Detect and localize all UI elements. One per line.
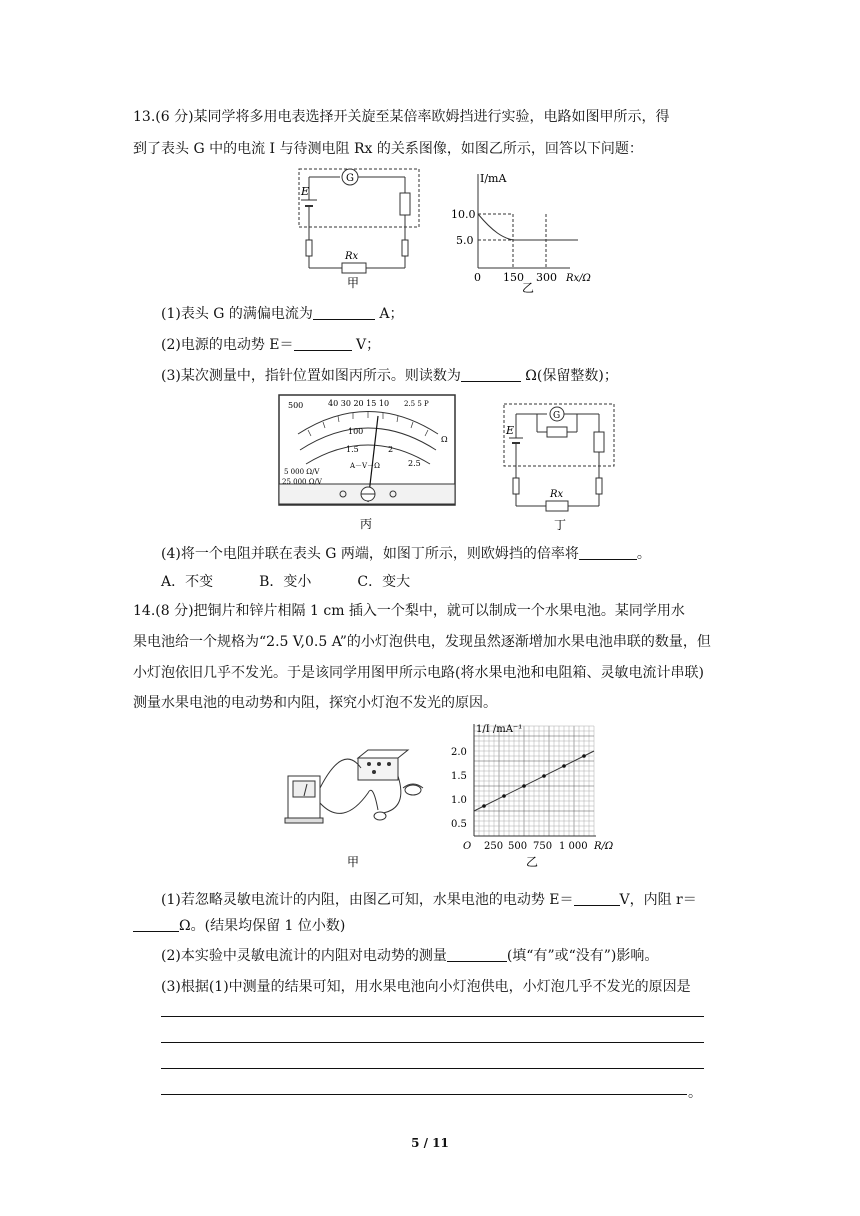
yi-xlabel: Rx/Ω	[566, 273, 591, 284]
q14-xtick-250: 250	[484, 841, 504, 852]
q13-options	[161, 571, 410, 591]
q13-line2: 到了表头 G 中的电流 I 与待测电阻 Rx 的关系图像，如图乙所示，回答以下问题：	[133, 141, 643, 157]
svg-text:2: 2	[388, 445, 394, 454]
yi-xtick-150: 150	[503, 271, 524, 284]
bing-scale-top: 40 30 20 15 10	[328, 399, 390, 408]
option-c: C．变大	[357, 574, 411, 590]
q13-part4: (4)将一个电阻并联在表头 G 两端，如图丁所示，则欧姆挡的倍率将 。	[161, 546, 651, 562]
q14-part3: (3)根据(1)中测量的结果可知，用水果电池向小灯泡供电，小灯泡几乎不发光的原因是	[161, 979, 691, 995]
q14-ylabel: 1/I /mA⁻¹	[476, 724, 523, 735]
q14-part1b: Ω。(结果均保留 1 位小数)	[133, 915, 345, 935]
answer-line	[161, 1068, 704, 1069]
data-point	[582, 754, 586, 758]
answer-line	[161, 1042, 704, 1043]
end-mark: 。	[688, 1085, 702, 1101]
bing-spec1: 5 000 Ω/V	[284, 468, 320, 476]
q14-xtick-1000: 1 000	[559, 841, 588, 852]
answer-line	[161, 1094, 687, 1095]
svg-text:100: 100	[348, 427, 364, 436]
data-point	[482, 804, 486, 808]
jia-Rx-label: Rx	[345, 251, 359, 262]
q14-graph-yi	[446, 718, 621, 878]
yi-xtick-300: 300	[536, 271, 557, 284]
answer-blank	[461, 367, 521, 382]
q14-yi-caption: 乙	[526, 855, 539, 869]
q13-circuit-ding	[502, 402, 622, 534]
svg-text:1.5: 1.5	[346, 445, 359, 454]
bing-caption: 丙	[360, 517, 373, 531]
q14-part2: (2)本实验中灵敏电流计的内阻对电动势的测量 (填“有”或“没有”)影响。	[161, 948, 659, 964]
yi-ytick-5: 5.0	[456, 234, 474, 247]
data-point	[562, 764, 566, 768]
bing-scale-right: 2.5 5 P	[404, 400, 429, 408]
q13-part1: (1)表头 G 的满偏电流为 A；	[161, 306, 404, 322]
yi-ytick-10: 10.0	[451, 208, 476, 221]
data-point	[542, 774, 546, 778]
q14-ytick-0.5: 0.5	[451, 819, 467, 830]
answer-blank	[133, 917, 179, 932]
bing-av: A－V－Ω	[350, 462, 380, 470]
bing-ohm: Ω	[441, 435, 448, 444]
q13-line1: 13.(6 分)某同学将多用电表选择开关旋至某倍率欧姆挡进行实验，电路如图甲所示，得	[133, 109, 670, 125]
answer-blank	[579, 545, 637, 560]
q14-ytick-1: 1.0	[451, 795, 467, 806]
q14-ytick-2: 2.0	[451, 747, 467, 758]
q14-line4: 测量水果电池的电动势和内阻，探究小灯泡不发光的原因。	[133, 695, 497, 711]
jia-G-label: G	[346, 173, 354, 184]
jia-E-label: E	[301, 185, 310, 198]
data-point	[522, 784, 526, 788]
answer-blank	[313, 305, 375, 320]
jia-caption: 甲	[347, 276, 360, 290]
answer-blank	[294, 336, 352, 351]
q14-xtick-750: 750	[533, 841, 553, 852]
answer-blank	[447, 947, 507, 962]
ding-caption: 丁	[554, 518, 567, 532]
q13-part2: (2)电源的电动势 E＝ V；	[161, 337, 381, 353]
bing-spec2: 25 000 Ω/V	[282, 478, 322, 486]
q13-graph-yi	[448, 168, 608, 293]
q14-xtick-O: O	[463, 841, 472, 852]
bing-scale-500: 500	[288, 401, 304, 410]
q14-apparatus-jia	[283, 748, 433, 870]
yi-ylabel: I/mA	[480, 172, 507, 185]
q14-xlabel: R/Ω	[594, 841, 614, 852]
data-point	[502, 794, 506, 798]
q14-line1: 14.(8 分)把铜片和锌片相隔 1 cm 插入一个梨中，就可以制成一个水果电池。某同学用水	[133, 603, 685, 619]
yi-xtick-0: 0	[474, 271, 481, 284]
answer-line	[161, 1016, 704, 1017]
ding-Rx-label: Rx	[550, 489, 564, 500]
yi-caption: 乙	[522, 281, 535, 295]
ding-G-label: G	[553, 411, 561, 421]
page-number: 5 / 11	[411, 1136, 449, 1150]
q14-line2: 果电池给一个规格为“2.5 V,0.5 A”的小灯泡供电，发现虽然逐渐增加水果电池串联的数量，但	[133, 634, 711, 650]
q13-meter-bing	[278, 394, 458, 534]
ding-E-label: E	[506, 424, 515, 437]
option-a: A．不变	[161, 574, 214, 590]
q13-circuit-jia	[295, 165, 425, 290]
option-b: B．变小	[259, 574, 312, 590]
q14-xtick-500: 500	[508, 841, 528, 852]
q14-jia-caption: 甲	[347, 855, 360, 869]
q14-line3: 小灯泡依旧几乎不发光。于是该同学用图甲所示电路(将水果电池和电阻箱、灵敏电流计串联)	[133, 665, 704, 681]
q14-part1a: (1)若忽略灵敏电流计的内阻，由图乙可知，水果电池的电动势 E＝ V，内阻 r＝	[161, 892, 697, 908]
svg-text:2.5: 2.5	[408, 459, 421, 468]
answer-blank	[574, 891, 620, 906]
q13-part3: (3)某次测量中，指针位置如图丙所示。则读数为 Ω(保留整数)；	[161, 368, 618, 384]
q14-ytick-1.5: 1.5	[451, 771, 467, 782]
